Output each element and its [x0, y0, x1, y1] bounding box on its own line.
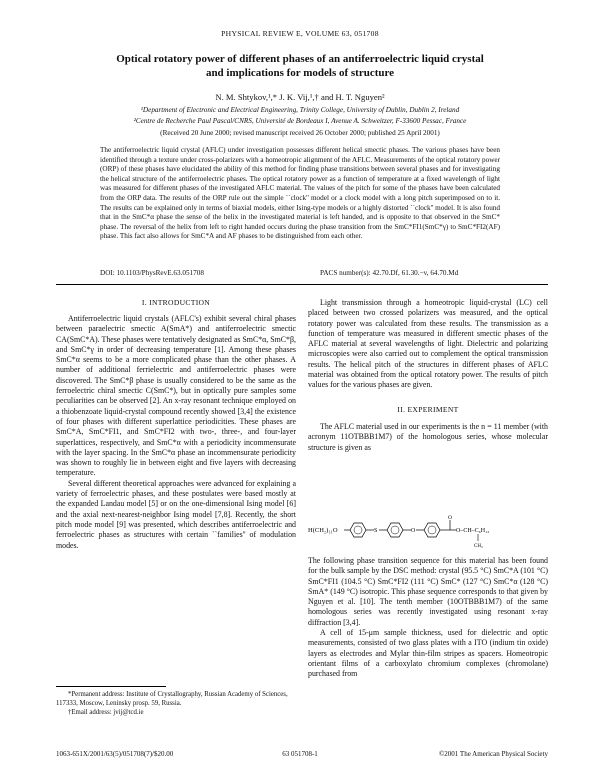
molecule-methyl: CH₃	[474, 544, 483, 549]
right-column	[308, 298, 548, 453]
cell-description-paragraph: A cell of 15-μm sample thickness, used for dielectric and optic measurements, consisted of two glass plates with a ITO (indium tin oxide) layers as electrodes and Mylar thin-film stripes as spacers. Homeotropic orientant films of a carboxylato chromium complexes (chromolane) purchased from	[308, 628, 548, 679]
right-column-lower	[308, 556, 548, 680]
left-column	[56, 298, 296, 551]
carbonyl-oxygen: O	[448, 515, 452, 521]
molecular-structure	[308, 510, 548, 550]
experiment-paragraph-1: The AFLC material used in our experiments is the n = 11 member (with acronym 11OTBBB1M7) of the homologous series, whose molecular structure is given as	[308, 421, 548, 452]
footer-page-number: 63 051708-1	[282, 750, 318, 758]
affiliation-1: ¹Department of Electronic and Electrical Engineering, Trinity College, University of Dublin, Dublin 2, Ireland	[140, 106, 460, 114]
received-dates: (Received 20 June 2000; revised manuscript received 26 October 2000; published 25 April 2001)	[160, 129, 440, 137]
authors: N. M. Shtykov,¹,* J. K. Vij,¹,† and H. T. Nguyen²	[215, 92, 385, 102]
phase-sequence-paragraph: The following phase transition sequence for this material has been found for the bulk sample by the DSC method: crystal (95.5 °C) SmC*A (101 °C) SmC*FI1 (104.5 °C) SmC*FI2 (111 °C) SmC* (127 °C) SmC*α (128 °C) SmA* (149 °C) isotropic. This phase sequence corresponds to that given by Nguyen et al. [10]. The tenth member (10OTBBB1M7) of the same homologous series was recently investigated using resonant x-ray diffraction [3,4].	[308, 556, 548, 627]
footer-copyright-code: 1063-651X/2001/63(5)/051708(7)/$20.00	[56, 750, 174, 758]
abstract: The antiferroelectric liquid crystal (AFLC) under investigation possesses different helical smectic phases. The various phases have been identified through a texture under cross-polarizers with a homeotropic alignment of the AFLC. Measurements of the optical rotatory power (ORP) of these phases have elucidated the ability of this method for finding phase transitions between several phases and for investigating the helical structure of the antiferroelectric phases. The optical rotatory power as a function of temperature at a fixed wavelength of light was measured for different phases of the investigated AFLC material. The values of the pitch for some of the phases have been calculated from the ORP data. The results of the ORP rule out the simple ``clock'' model or a clock model with a long pitch superimposed on to it. The results can be explained only in terms of biaxial models, either Ising-type models or a highly distorted ``clock'' model. It is also found that in the SmC*α phase the sense of the helix in the investigated material is left handed, and is opposite to that observed in the SmC* phase. The reversal of the helix from left to right handed occurs during the phase transition from the SmC*FI1(SmC*γ) to SmC*FI2(AF) phase. This fact also allows for SmC*A and AF phases to be distinguished from each other.	[100, 146, 500, 241]
footer-publisher: ©2001 The American Physical Society	[438, 750, 548, 758]
journal-header: PHYSICAL REVIEW E, VOLUME 63, 051708	[221, 29, 379, 38]
footnotes	[56, 690, 296, 717]
benzene-ring-2	[387, 523, 403, 537]
intro-heading: I. INTRODUCTION	[141, 298, 211, 307]
link-sulfur: S	[374, 528, 378, 534]
intro-paragraph-2: Several different theoretical approaches were advanced for explaining a variety of ferroelectric phases, and these postulates were based mostly at the expanded Landau model [5] or on the one-dimensional Ising model [6] and the axial next-nearest-neighbor Ising model [7,8]. Recently, the short pitch mode model [9] was presented, which describes antiferroelectric and ferroelectric phases as structures with certain ``families'' of modulation modes.	[56, 478, 296, 550]
benzene-ring-1	[350, 523, 366, 537]
experiment-heading: II. EXPERIMENT	[397, 404, 459, 414]
footnote-permanent-address: *Permanent address: Institute of Crystallography, Russian Academy of Sciences, 117333, Moscow, Leninsky prosp. 59, Russia.	[56, 691, 288, 707]
title-line-2: and implications for models of structure	[205, 66, 395, 79]
pacs-numbers: PACS number(s): 42.70.Df, 61.30.−v, 64.70.Md	[320, 269, 459, 277]
header-divider	[56, 284, 548, 285]
paper-title	[60, 53, 540, 80]
intro-paragraph-3: Light transmission through a homeotropic liquid-crystal (LC) cell placed between two crossed polarizers was measured, and the optical rotatory power was calculated from these results. The transmission as a function of temperature was measured in different smectic phases of the AFLC material at several wavelengths of light. Dielectric and polarizing microscopies were also carried out to complement the optical transmission results. The helical pitch of the structures in different phases of AFLC material was obtained from the optical rotatory power. The results of pitch values for the various phases are given.	[308, 298, 548, 390]
footnote-divider	[56, 686, 166, 687]
doi[interactable]: DOI: 10.1103/PhysRevE.63.051708	[100, 269, 204, 277]
affiliation-2: ²Centre de Recherche Paul Pascal/CNRS, Université de Bordeaux I, Avenue A. Schweitzer, F-33600 Pessac, France	[133, 117, 467, 125]
molecule-left-group: H(CH₂)₁₁O	[308, 527, 338, 534]
footnote-email[interactable]: †Email address: jvij@tcd.ie	[68, 709, 144, 716]
intro-paragraph-1: Antiferroelectric liquid crystals (AFLC's) exhibit several chiral phases between paraelectric smectic A(SmA*) and antiferroelectric smectic CA(SmC*A). These phases were tentatively designated as SmC*α, SmC*β, and SmC*γ in order of decreasing temperature [1]. Among these phases SmC*α seems to be a more complicated phase than the other phases. A number of additional ferrielectric and antiferroelectric phases were discovered. The SmC*β phase is usually considered to be the same as the ferroelectric chiral smectic C(SmC*), but in optically pure samples some peculiarities can be observed [2]. An x-ray resonant technique employed on a thiobenzoate liquid-crystal compound recently showed [3,4] the existence of four phases with different superlattice periodicities. These phases are SmC*A, SmC*FI1, and SmC*FI2 with two-, three-, and four-layer superlattices, respectively, and SmC*α with a periodicity incommensurate with the layer spacing. In the SmC*α phase an incommensurate periodicity was shown to roughly lie in between eight and five layers with decreasing temperature.	[56, 314, 296, 478]
molecule-right-group: O–CH–C₆H₁₃	[456, 528, 490, 534]
link-oxygen: O	[411, 528, 416, 534]
title-line-1: Optical rotatory power of different phases of an antiferroelectric liquid crystal	[116, 53, 484, 65]
benzene-ring-3	[424, 523, 440, 537]
